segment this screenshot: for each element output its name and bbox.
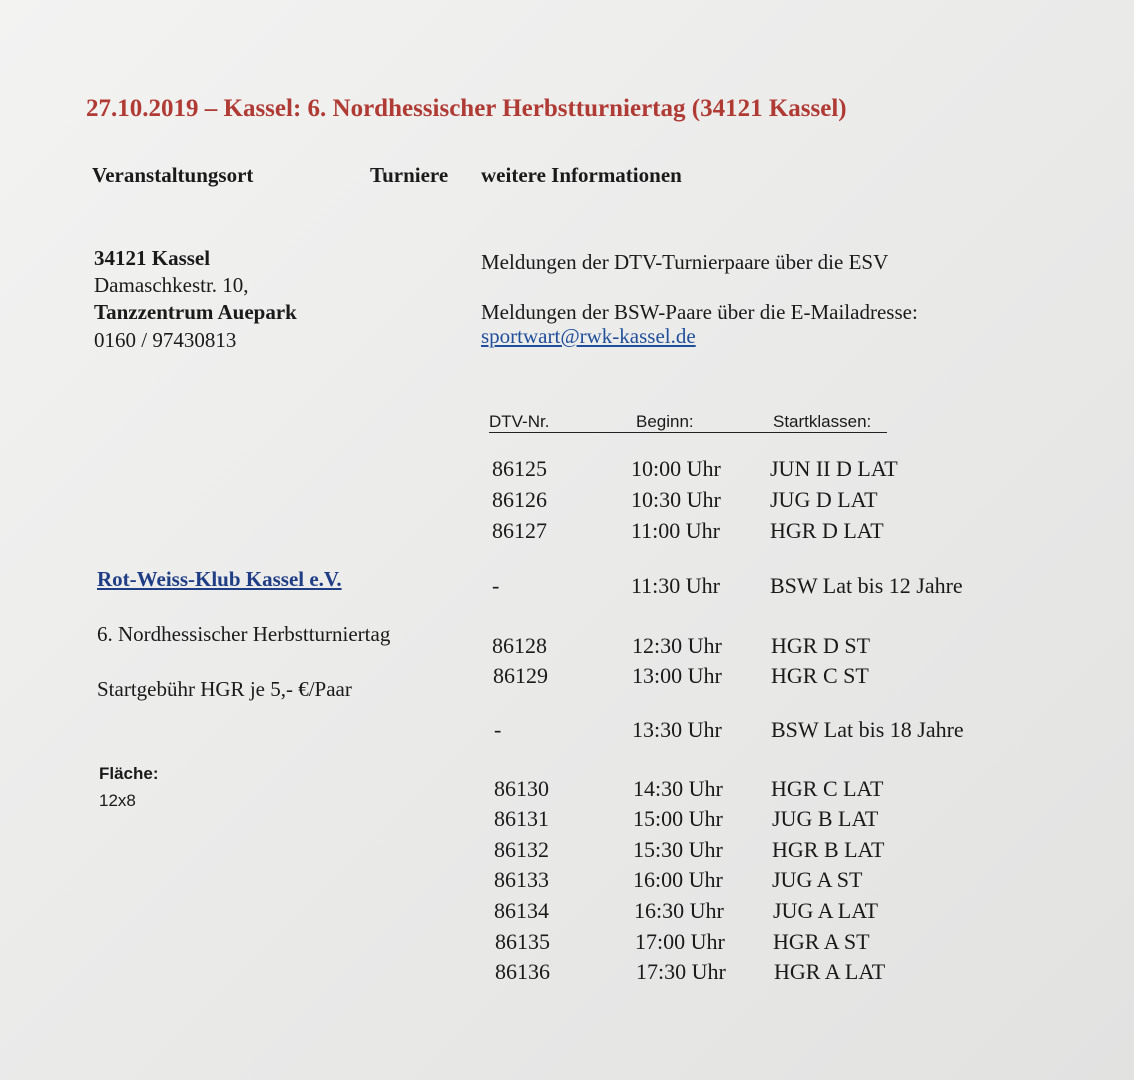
- start-class: HGR B LAT: [772, 837, 885, 862]
- dtv-number: 86127: [492, 518, 547, 543]
- start-time: 11:00 Uhr: [631, 518, 721, 543]
- start-class: BSW Lat bis 18 Jahre: [771, 717, 964, 742]
- email-link[interactable]: sportwart@rwk-kassel.de: [481, 324, 696, 348]
- start-time: 10:00 Uhr: [631, 456, 721, 481]
- dtv-number: 86125: [492, 456, 547, 481]
- start-time: 15:30 Uhr: [633, 837, 723, 862]
- start-class: JUG D LAT: [770, 487, 878, 512]
- venue-phone: 0160 / 97430813: [94, 328, 237, 352]
- dtv-number: 86128: [492, 633, 547, 658]
- dtv-registration-note: Meldungen der DTV-Turnierpaare über die ESV: [481, 250, 889, 274]
- column-header-class: Startklassen:: [773, 412, 872, 431]
- header-info: weitere Informationen: [481, 163, 682, 187]
- column-header-begin: Beginn:: [636, 412, 694, 431]
- start-time: 15:00 Uhr: [633, 806, 723, 831]
- dtv-number: 86126: [492, 487, 547, 512]
- start-class: HGR A ST: [773, 929, 870, 954]
- dtv-number: -: [494, 717, 502, 742]
- start-time: 12:30 Uhr: [632, 633, 722, 658]
- dtv-number: -: [492, 573, 500, 598]
- header-venue: Veranstaltungsort: [92, 163, 254, 187]
- start-class: HGR C LAT: [771, 776, 884, 801]
- start-time: 14:30 Uhr: [633, 776, 723, 801]
- venue-street: Damaschkestr. 10,: [94, 273, 249, 297]
- start-class: HGR A LAT: [774, 959, 886, 984]
- start-class: HGR C ST: [771, 663, 869, 688]
- entry-fee: Startgebühr HGR je 5,- €/Paar: [97, 677, 352, 701]
- start-class: JUG A ST: [772, 867, 863, 892]
- page-title: 27.10.2019 – Kassel: 6. Nordhessischer Herbstturniertag (34121 Kassel): [86, 95, 847, 122]
- start-time: 17:00 Uhr: [635, 929, 725, 954]
- header-tournaments: Turniere: [370, 163, 449, 187]
- start-time: 10:30 Uhr: [631, 487, 721, 512]
- dtv-number: 86130: [494, 776, 549, 801]
- event-name: 6. Nordhessischer Herbstturniertag: [97, 622, 391, 646]
- start-time: 16:30 Uhr: [634, 898, 724, 923]
- start-time: 13:30 Uhr: [632, 717, 722, 742]
- start-class: BSW Lat bis 12 Jahre: [770, 573, 963, 598]
- start-time: 17:30 Uhr: [636, 959, 726, 984]
- column-header-rule: [489, 432, 887, 433]
- dtv-number: 86136: [495, 959, 550, 984]
- start-time: 11:30 Uhr: [631, 573, 721, 598]
- start-time: 16:00 Uhr: [633, 867, 723, 892]
- dtv-number: 86129: [493, 663, 548, 688]
- dtv-number: 86132: [494, 837, 549, 862]
- dtv-number: 86134: [494, 898, 549, 923]
- floor-label: Fläche:: [99, 764, 159, 783]
- venue-city: 34121 Kassel: [94, 246, 211, 270]
- start-class: JUG B LAT: [772, 806, 879, 831]
- bsw-registration-note: Meldungen der BSW-Paare über die E-Mailadresse:: [481, 300, 918, 324]
- start-class: JUG A LAT: [773, 898, 879, 923]
- start-time: 13:00 Uhr: [632, 663, 722, 688]
- column-header-dtv: DTV-Nr.: [489, 412, 550, 431]
- floor-size: 12x8: [99, 791, 136, 810]
- dtv-number: 86131: [494, 806, 549, 831]
- venue-place: Tanzzentrum Auepark: [94, 300, 297, 324]
- dtv-number: 86135: [495, 929, 550, 954]
- start-class: JUN II D LAT: [770, 456, 898, 481]
- start-class: HGR D LAT: [770, 518, 884, 543]
- start-class: HGR D ST: [771, 633, 871, 658]
- dtv-number: 86133: [494, 867, 549, 892]
- club-name: Rot-Weiss-Klub Kassel e.V.: [97, 567, 342, 591]
